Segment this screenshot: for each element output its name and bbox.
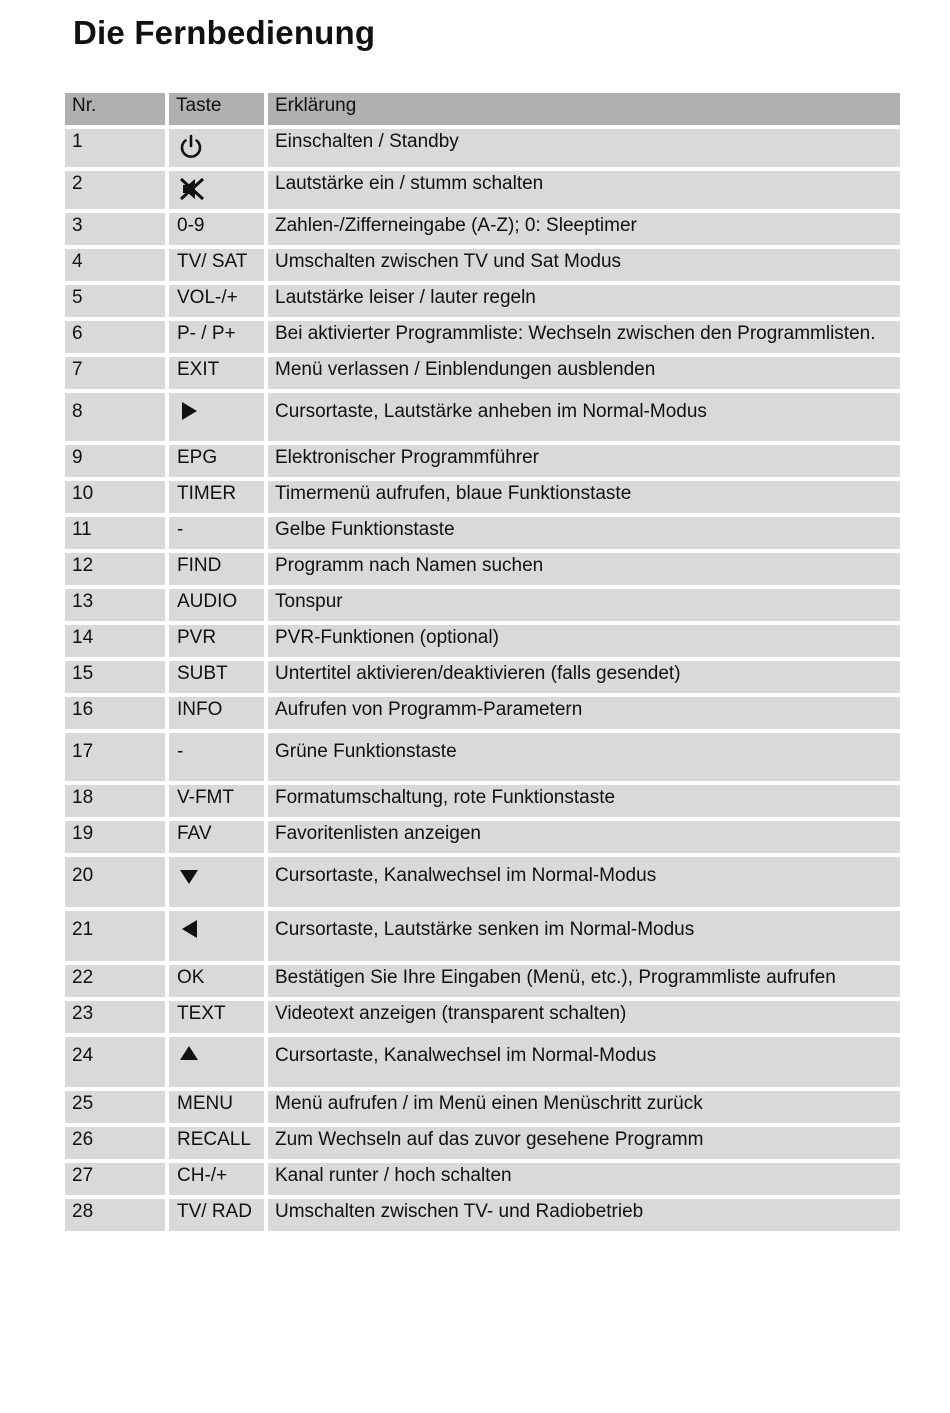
- page-title: Die Fernbedienung: [73, 14, 376, 51]
- row-description: Menü aufrufen / im Menü einen Menüschritt zurück: [268, 1091, 900, 1123]
- header-nr: Nr.: [65, 93, 169, 125]
- table-header-row: [65, 93, 900, 125]
- table-row: [65, 911, 900, 961]
- row-description: Cursortaste, Kanalwechsel im Normal-Modus: [268, 857, 900, 907]
- row-key: TEXT: [169, 1001, 268, 1033]
- row-number: 9: [65, 445, 169, 477]
- table-row: [65, 481, 900, 513]
- row-key: [169, 171, 268, 209]
- table-row: [65, 625, 900, 657]
- row-number: 11: [65, 517, 169, 549]
- row-description: Zahlen-/Zifferneingabe (A-Z); 0: Sleeptimer: [268, 213, 900, 245]
- arrow-right-icon: [177, 399, 201, 423]
- row-description: Bestätigen Sie Ihre Eingaben (Menü, etc.), Programmliste aufrufen: [268, 965, 900, 997]
- row-description: PVR-Funktionen (optional): [268, 625, 900, 657]
- row-number: 18: [65, 785, 169, 817]
- row-description: Kanal runter / hoch schalten: [268, 1163, 900, 1195]
- row-key: TIMER: [169, 481, 268, 513]
- row-key: P- / P+: [169, 321, 268, 353]
- row-number: 3: [65, 213, 169, 245]
- row-number: 17: [65, 733, 169, 781]
- row-description: Bei aktivierter Programmliste: Wechseln zwischen den Programmlisten.: [268, 321, 900, 353]
- row-description: Favoritenlisten anzeigen: [268, 821, 900, 853]
- table-row: [65, 1037, 900, 1087]
- row-number: 14: [65, 625, 169, 657]
- table-row: [65, 1199, 900, 1231]
- row-description: Elektronischer Programmführer: [268, 445, 900, 477]
- row-number: 24: [65, 1037, 169, 1087]
- table-row: [65, 393, 900, 441]
- row-key: MENU: [169, 1091, 268, 1123]
- row-key: [169, 911, 268, 961]
- row-key: [169, 1037, 268, 1087]
- row-key: AUDIO: [169, 589, 268, 621]
- arrow-up-icon: [177, 1043, 201, 1067]
- power-icon: [177, 133, 205, 161]
- table-body: [65, 129, 900, 1231]
- row-key: [169, 129, 268, 167]
- row-number: 27: [65, 1163, 169, 1195]
- table-row: [65, 517, 900, 549]
- row-number: 15: [65, 661, 169, 693]
- table-row: [65, 857, 900, 907]
- row-key: TV/ SAT: [169, 249, 268, 281]
- row-number: 5: [65, 285, 169, 317]
- row-description: Tonspur: [268, 589, 900, 621]
- row-key: 0-9: [169, 213, 268, 245]
- row-description: Menü verlassen / Einblendungen ausblenden: [268, 357, 900, 389]
- row-key: CH-/+: [169, 1163, 268, 1195]
- row-number: 12: [65, 553, 169, 585]
- row-key: OK: [169, 965, 268, 997]
- row-key: PVR: [169, 625, 268, 657]
- row-number: 25: [65, 1091, 169, 1123]
- row-key: [169, 393, 268, 441]
- row-number: 6: [65, 321, 169, 353]
- row-description: Programm nach Namen suchen: [268, 553, 900, 585]
- arrow-left-icon: [177, 917, 201, 941]
- row-number: 21: [65, 911, 169, 961]
- table-row: [65, 213, 900, 245]
- table-row: [65, 661, 900, 693]
- table-row: [65, 321, 900, 353]
- table-row: [65, 249, 900, 281]
- table-row: [65, 171, 900, 209]
- row-key: EXIT: [169, 357, 268, 389]
- row-number: 23: [65, 1001, 169, 1033]
- row-key: FAV: [169, 821, 268, 853]
- row-key: TV/ RAD: [169, 1199, 268, 1231]
- table-row: [65, 785, 900, 817]
- table-row: [65, 553, 900, 585]
- table-row: [65, 1001, 900, 1033]
- table-row: [65, 821, 900, 853]
- row-key: [169, 857, 268, 907]
- table-row: [65, 1163, 900, 1195]
- row-key: SUBT: [169, 661, 268, 693]
- row-number: 7: [65, 357, 169, 389]
- table-row: [65, 1091, 900, 1123]
- row-description: Umschalten zwischen TV- und Radiobetrieb: [268, 1199, 900, 1231]
- row-description: Lautstärke ein / stumm schalten: [268, 171, 900, 209]
- arrow-down-icon: [177, 863, 201, 887]
- row-key: V-FMT: [169, 785, 268, 817]
- row-description: Lautstärke leiser / lauter regeln: [268, 285, 900, 317]
- table-row: [65, 445, 900, 477]
- row-number: 4: [65, 249, 169, 281]
- row-number: 16: [65, 697, 169, 729]
- row-key: -: [169, 517, 268, 549]
- header-erklaerung: Erklärung: [268, 93, 900, 125]
- row-key: INFO: [169, 697, 268, 729]
- row-number: 20: [65, 857, 169, 907]
- table-row: [65, 285, 900, 317]
- row-description: Cursortaste, Lautstärke anheben im Normal-Modus: [268, 393, 900, 441]
- row-description: Cursortaste, Lautstärke senken im Normal-Modus: [268, 911, 900, 961]
- row-description: Grüne Funktionstaste: [268, 733, 900, 781]
- row-description: Untertitel aktivieren/deaktivieren (falls gesendet): [268, 661, 900, 693]
- row-number: 22: [65, 965, 169, 997]
- row-description: Cursortaste, Kanalwechsel im Normal-Modus: [268, 1037, 900, 1087]
- row-description: Aufrufen von Programm-Parametern: [268, 697, 900, 729]
- row-number: 13: [65, 589, 169, 621]
- row-key: VOL-/+: [169, 285, 268, 317]
- row-key: -: [169, 733, 268, 781]
- row-number: 8: [65, 393, 169, 441]
- row-description: Zum Wechseln auf das zuvor gesehene Programm: [268, 1127, 900, 1159]
- row-key: RECALL: [169, 1127, 268, 1159]
- row-description: Gelbe Funktionstaste: [268, 517, 900, 549]
- row-number: 28: [65, 1199, 169, 1231]
- table-row: [65, 697, 900, 729]
- row-number: 26: [65, 1127, 169, 1159]
- header-taste: Taste: [169, 93, 268, 125]
- row-description: Einschalten / Standby: [268, 129, 900, 167]
- table-row: [65, 357, 900, 389]
- row-key: EPG: [169, 445, 268, 477]
- table-row: [65, 965, 900, 997]
- row-description: Umschalten zwischen TV und Sat Modus: [268, 249, 900, 281]
- remote-control-table: [65, 89, 900, 1235]
- row-key: FIND: [169, 553, 268, 585]
- row-number: 2: [65, 171, 169, 209]
- mute-icon: [177, 175, 207, 203]
- table-row: [65, 733, 900, 781]
- row-number: 19: [65, 821, 169, 853]
- row-number: 1: [65, 129, 169, 167]
- table-row: [65, 589, 900, 621]
- table-row: [65, 129, 900, 167]
- row-number: 10: [65, 481, 169, 513]
- row-description: Formatumschaltung, rote Funktionstaste: [268, 785, 900, 817]
- table-row: [65, 1127, 900, 1159]
- row-description: Videotext anzeigen (transparent schalten): [268, 1001, 900, 1033]
- row-description: Timermenü aufrufen, blaue Funktionstaste: [268, 481, 900, 513]
